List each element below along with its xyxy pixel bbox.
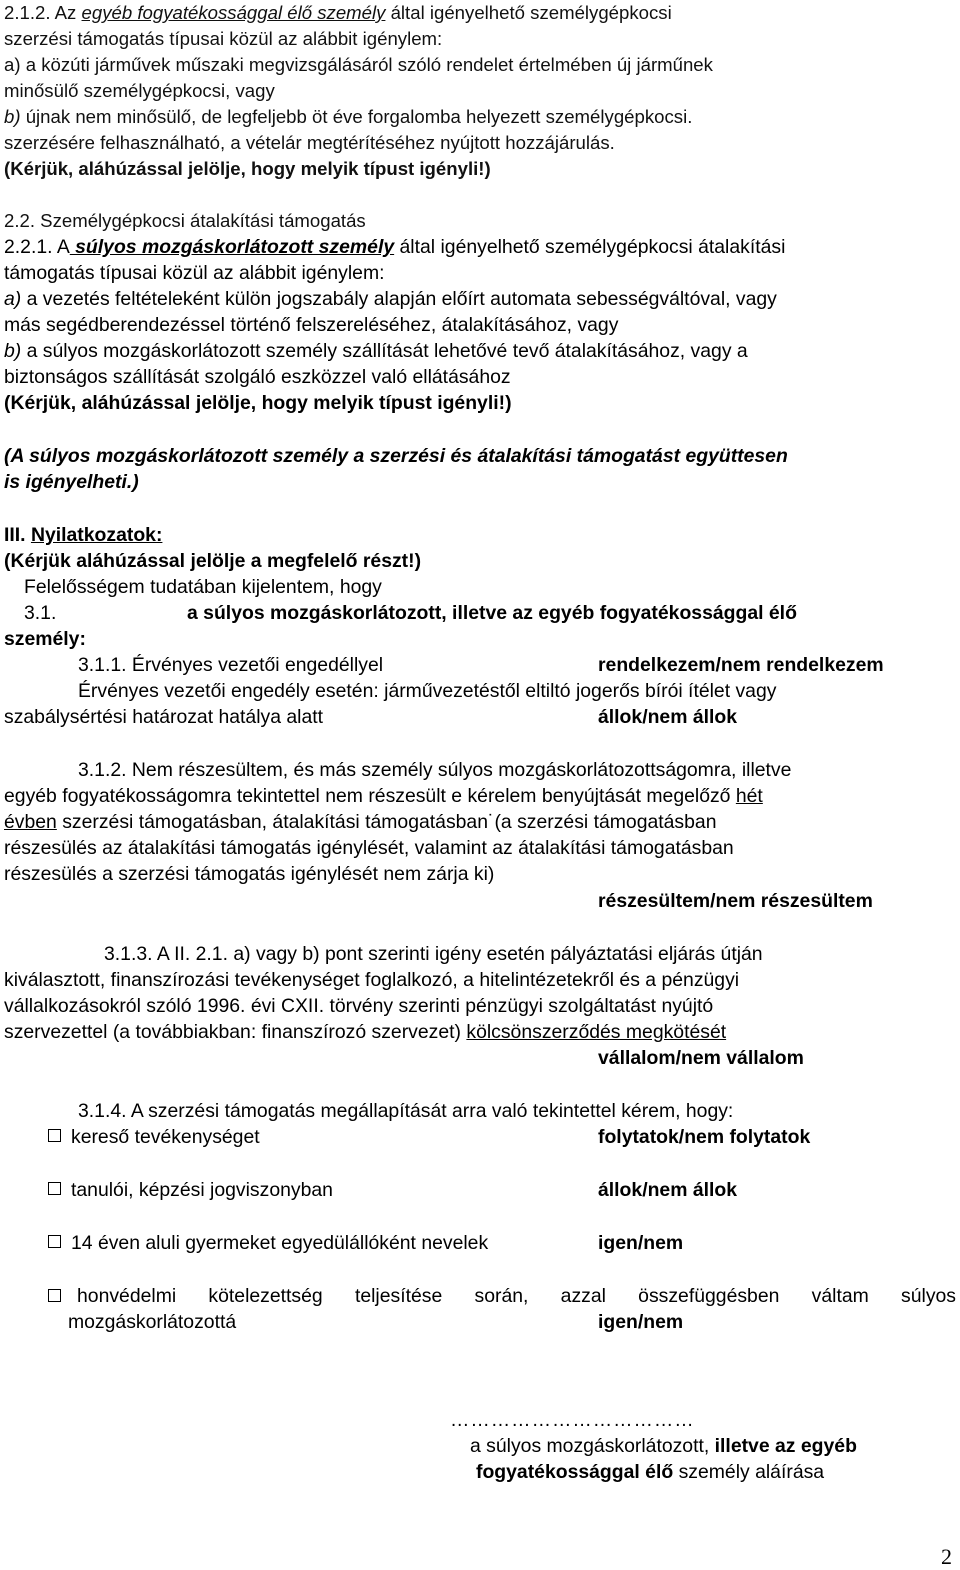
section-2-1-2-line-1	[4, 0, 672, 26]
section-iii-heading	[4, 522, 162, 548]
point-3-1-2-line-5: részesülés a szerzési támogatás igénylését nem zárja ki)	[4, 863, 495, 885]
point-3-1-2-choice: részesültem/nem részesültem	[598, 890, 873, 912]
item-label: honvédelmi kötelezettség teljesítése során, azzal összefüggésben váltam súlyos	[77, 1285, 956, 1307]
section-2-1-2-line-6: szerzésére felhasználható, a vételár megtérítéséhez nyújtott hozzájárulás.	[4, 132, 615, 153]
text: 2.1.2. Az	[4, 2, 82, 23]
point-3-1-1-choice-2: állok/nem állok	[598, 706, 738, 728]
section-2-1-2-line-2: szerzési támogatás típusai közül az alábbit igénylem:	[4, 28, 443, 49]
point-3-1-1-line-3: szabálysértési határozat hatálya alatt	[4, 706, 324, 728]
underlined-het: hét	[735, 785, 763, 807]
label-a: a)	[4, 288, 22, 310]
roman-numeral: III.	[4, 524, 26, 546]
section-2-2-instruction: (Kérjük, aláhúzással jelölje, hogy melyik típust igényli!)	[4, 392, 512, 414]
point-3-1-2-line-1: 3.1.2. Nem részesültem, és más személy súlyos mozgáskorlátozottságomra, illetve	[78, 759, 792, 781]
point-3-1-text-cont: személy:	[4, 628, 86, 650]
item-kereso-tevekenyseg	[48, 1124, 260, 1150]
section-iii-intro: Felelősségem tudatában kijelentem, hogy	[24, 576, 382, 598]
item-gyermek-neveles	[48, 1230, 488, 1256]
item-tanuloi-jogviszony	[48, 1177, 333, 1203]
item-tanuloi-choice: állok/nem állok	[598, 1179, 738, 1201]
text: a súlyos mozgáskorlátozott,	[470, 1435, 710, 1457]
section-2-2-1-option-b	[4, 338, 748, 364]
text: személy aláírása	[673, 1461, 825, 1483]
checkbox-square-icon[interactable]	[48, 1235, 61, 1248]
item-label: 14 éven aluli gyermeket egyedülállóként nevelek	[71, 1232, 489, 1254]
signature-label-line-1	[470, 1433, 857, 1459]
underlined-evben: évben	[4, 811, 57, 833]
point-3-1-3-line-3: vállalkozásokról szóló 1996. évi CXII. törvény szerinti pénzügyi szolgáltatást nyújtó	[4, 995, 714, 1017]
item-honvedelmi	[48, 1283, 956, 1309]
item-honvedelmi-choice: igen/nem	[598, 1311, 684, 1333]
point-3-1-2-line-3	[4, 809, 716, 835]
text: által igényelhető személygépkocsi	[385, 2, 672, 23]
item-gyermek-choice: igen/nem	[598, 1232, 684, 1254]
text: által igényelhető személygépkocsi átalakítási	[394, 236, 786, 258]
point-3-1-3-choice: vállalom/nem vállalom	[598, 1047, 804, 1069]
section-2-1-2-instruction: (Kérjük, aláhúzással jelölje, hogy melyik típust igényli!)	[4, 158, 491, 179]
signature-label-line-2	[476, 1459, 824, 1485]
section-2-2-1-option-b-cont: biztonságos szállítását szolgáló eszközzel való ellátásához	[4, 366, 511, 388]
point-3-1-3-line-2: kiválasztott, finanszírozási tevékenységet foglalkozó, a hitelintézetekről és a pénzügyi	[4, 969, 740, 991]
section-2-1-2-option-b	[4, 104, 692, 130]
text: szervezettel (a továbbiakban: finanszírozó szervezet)	[4, 1021, 467, 1043]
point-3-1-3-line-1: 3.1.3. A II. 2.1. a) vagy b) pont szerinti igény esetén pályáztatási eljárás útján	[104, 943, 763, 965]
section-2-2-note-line-2: is igényelheti.)	[4, 471, 139, 493]
text: újnak nem minősülő, de legfeljebb öt éve forgalomba helyezett személygépkocsi.	[20, 106, 693, 127]
point-3-1-2-line-4: részesülés az átalakítási támogatás igénylését, valamint az átalakítási támogatásban	[4, 837, 734, 859]
point-3-1-2-line-2	[4, 783, 763, 809]
text: 2.2.1. A	[4, 236, 70, 258]
section-2-2-heading: 2.2. Személygépkocsi átalakítási támogatás	[4, 210, 366, 231]
item-kereso-choice: folytatok/nem folytatok	[598, 1126, 811, 1148]
item-label: tanulói, képzési jogviszonyban	[71, 1179, 333, 1201]
section-2-2-1-line-1	[4, 234, 785, 260]
section-2-2-1-option-a-cont: más segédberendezéssel történő felszereléséhez, átalakításához, vagy	[4, 314, 619, 336]
page-number: 2	[941, 1544, 952, 1569]
text-bold: fogyatékossággal élő	[476, 1461, 674, 1483]
section-2-1-2-option-a: a) a közúti járművek műszaki megvizsgálásáról szóló rendelet értelmében új járműnek	[4, 54, 713, 75]
point-3-1-1-label: 3.1.1. Érvényes vezetői engedéllyel	[78, 654, 384, 676]
section-2-2-note-line-1: (A súlyos mozgáskorlátozott személy a szerzési és átalakítási támogatást együttesen	[4, 445, 788, 467]
checkbox-square-icon[interactable]	[48, 1289, 61, 1302]
point-3-1-1-choice: rendelkezem/nem rendelkezem	[598, 654, 884, 676]
section-iii-instruction: (Kérjük aláhúzással jelölje a megfelelő részt!)	[4, 550, 422, 572]
label-b: b)	[4, 106, 21, 127]
item-label: kereső tevékenységet	[71, 1126, 260, 1148]
checkbox-square-icon[interactable]	[48, 1129, 61, 1142]
text: egyéb fogyatékosságomra tekintettel nem részesült e kérelem benyújtását megelőző	[4, 785, 731, 807]
item-honvedelmi-cont: mozgáskorlátozottá	[68, 1311, 237, 1333]
checkbox-square-icon[interactable]	[48, 1182, 61, 1195]
point-3-1-4-line-1: 3.1.4. A szerzési támogatás megállapítását arra való tekintettel kérem, hogy:	[78, 1100, 734, 1122]
point-3-1-number: 3.1.	[24, 602, 57, 624]
section-2-2-1-option-a	[4, 286, 777, 312]
point-3-1-1-line-2: Érvényes vezetői engedély esetén: járművezetéstől eltiltó jogerős bírói ítélet vagy	[78, 680, 777, 702]
section-2-2-1-line-2: támogatás típusai közül az alábbit igénylem:	[4, 262, 385, 284]
section-2-1-2-option-a-cont: minősülő személygépkocsi, vagy	[4, 80, 275, 101]
text: szerzési támogatásban, átalakítási támogatásban˙(a szerzési támogatásban	[62, 811, 717, 833]
text: a vezetés feltételeként külön jogszabály alapján előírt automata sebességváltóval, vagy	[21, 288, 777, 310]
heading-nyilatkozatok: Nyilatkozatok:	[30, 524, 163, 546]
text: a súlyos mozgáskorlátozott személy szállítását lehetővé tevő átalakításához, vagy a	[21, 340, 748, 362]
text: a súlyos mozgáskorlátozott, illetve az egyéb fogyatékossággal élő	[187, 602, 797, 624]
point-3-1-text	[187, 600, 956, 626]
underlined-kolcsonszerzodes: kölcsönszerződés megkötését	[466, 1021, 727, 1043]
point-3-1-3-line-4	[4, 1019, 726, 1045]
signature-line: ………………………………	[450, 1409, 695, 1431]
text-bold: illetve az egyéb	[709, 1435, 857, 1457]
label-b: b)	[4, 340, 22, 362]
emphasis-egyeb-fogyatekossaggal: egyéb fogyatékossággal élő személy	[81, 2, 386, 23]
emphasis-sulyos-mozgaskorlatozott: súlyos mozgáskorlátozott személy	[69, 236, 395, 258]
